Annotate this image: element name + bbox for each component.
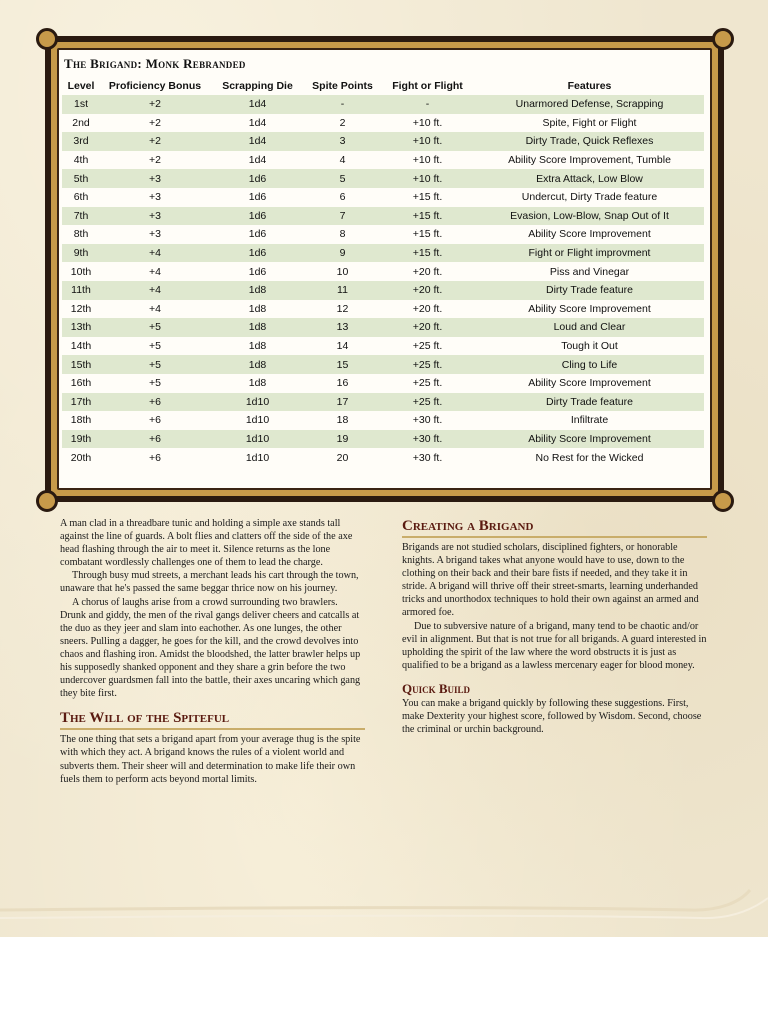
cell-scrapping-die: 1d8: [248, 302, 267, 315]
cell-features: Spite, Fight or Flight: [542, 116, 637, 129]
cell-fight-or-flight: +10 ft.: [380, 169, 475, 188]
cell-spite-points: 18: [336, 414, 349, 427]
cell-scrapping-die: 1d8: [248, 377, 267, 390]
cell-level: 4th: [73, 154, 89, 167]
table-row: [62, 448, 704, 467]
cell-level: 17th: [62, 393, 100, 412]
cell-features: Cling to Life: [475, 355, 704, 374]
cell-features: Fight or Flight improvment: [475, 244, 704, 263]
table-row: [62, 300, 704, 319]
cell-features: Piss and Vinegar: [549, 265, 630, 278]
frame-corner-ornament: [712, 490, 734, 512]
cell-spite-points: 9: [305, 244, 380, 263]
cell-level: 2nd: [72, 116, 90, 129]
frame-corner-ornament: [36, 28, 58, 50]
cell-spite-points: 7: [305, 207, 380, 226]
cell-features: Ability Score Improvement: [528, 302, 651, 315]
cell-level: 10th: [70, 265, 92, 278]
section-heading-creating-a-brigand: Creating a Brigand: [402, 517, 707, 538]
section-paragraph: Brigands are not studied scholars, disciplined fighters, or honorable knights. A brigand takes what anyone would have to use, down to the clothing on their back and their bare fists if needed, and they take it in stride. A brigand will thrive off their street-smarts, learning underhanded tricks and unorthodox techniques to hold their own against an armed and armored foe.: [402, 542, 699, 619]
cell-level: 6th: [73, 191, 89, 204]
cell-level: 15th: [62, 355, 100, 374]
cell-features: Extra Attack, Low Blow: [475, 169, 704, 188]
table-row: [62, 411, 704, 430]
cell-scrapping-die: 1d4: [248, 116, 267, 129]
table-row: [62, 337, 704, 356]
cell-fight-or-flight: -: [380, 95, 475, 114]
cell-spite-points: 6: [339, 191, 346, 204]
table-row: [62, 262, 704, 281]
cell-level: 3rd: [62, 132, 100, 151]
cell-fight-or-flight: +15 ft.: [380, 207, 475, 226]
cell-proficiency-bonus: +2: [149, 154, 161, 167]
cell-scrapping-die: 1d10: [210, 393, 305, 412]
cell-level: 20th: [70, 451, 92, 464]
header-fight-or-flight: Fight or Flight: [392, 79, 463, 92]
cell-proficiency-bonus: +3: [100, 169, 210, 188]
cell-scrapping-die: 1d6: [210, 207, 305, 226]
cell-level: 9th: [62, 244, 100, 263]
cell-features: Tough it Out: [561, 340, 618, 353]
frame-corner-ornament: [36, 490, 58, 512]
cell-proficiency-bonus: +5: [100, 318, 210, 337]
cell-fight-or-flight: +10 ft.: [412, 116, 443, 129]
cell-scrapping-die: 1d4: [210, 132, 305, 151]
table-row: [62, 132, 704, 151]
cell-scrapping-die: 1d6: [248, 191, 267, 204]
cell-spite-points: 19: [305, 430, 380, 449]
table-row: [62, 374, 704, 393]
cell-spite-points: 10: [336, 265, 349, 278]
cell-scrapping-die: 1d6: [248, 228, 267, 241]
section-paragraph: The one thing that sets a brigand apart from your average thug is the spite with which they act. A brigand knows the rules of a violent world and subverts them. Their sheer will and determination to make life their own fuels them to perform acts beyond mortal limits.: [60, 734, 361, 785]
section-heading-will-of-the-spiteful: The Will of the Spiteful: [60, 709, 365, 730]
table-row: [62, 281, 704, 300]
cell-spite-points: 13: [305, 318, 380, 337]
cell-spite-points: 4: [339, 154, 346, 167]
cell-scrapping-die: 1d4: [248, 154, 267, 167]
cell-fight-or-flight: +25 ft.: [380, 393, 475, 412]
cell-spite-points: 20: [336, 451, 349, 464]
cell-proficiency-bonus: +3: [149, 228, 161, 241]
section-heading-quick-build: Quick Build: [402, 680, 471, 696]
cell-level: 1st: [62, 95, 100, 114]
table-title: The Brigand: Monk Rebranded: [64, 56, 246, 71]
section-paragraph: Due to subversive nature of a brigand, many tend to be chaotic and/or evil in alignment. But that is not true for all brigands. A guard interested in upholding the spirit of the law where the word obstructs it is just as qualified to be a brigand as a lawless mercenary eager for blood money.: [402, 620, 707, 671]
cell-proficiency-bonus: +5: [149, 340, 161, 353]
cell-features: Unarmored Defense, Scrapping: [475, 95, 704, 114]
frame-corner-ornament: [712, 28, 734, 50]
table-row: [62, 169, 704, 188]
cell-fight-or-flight: +30 ft.: [380, 430, 475, 449]
cell-proficiency-bonus: +2: [100, 95, 210, 114]
cell-proficiency-bonus: +4: [149, 265, 161, 278]
cell-features: Ability Score Improvement: [475, 430, 704, 449]
cell-fight-or-flight: +20 ft.: [412, 265, 443, 278]
cell-fight-or-flight: +25 ft.: [412, 377, 443, 390]
cell-scrapping-die: 1d6: [248, 265, 267, 278]
intro-paragraph: A man clad in a threadbare tunic and holding a simple axe stands tall against the line of guards. A bolt flies and clatters off the side of the axe head flashing through the air to meet it. Silence returns as the lone combatant wordlessly challenges one of them to lead the charge.: [60, 518, 353, 569]
class-progression-table: [62, 76, 704, 467]
cell-level: 16th: [70, 377, 92, 390]
cell-scrapping-die: 1d6: [210, 244, 305, 263]
header-scrapping-die: Scrapping Die: [222, 79, 293, 92]
cell-spite-points: 16: [336, 377, 349, 390]
cell-proficiency-bonus: +6: [149, 451, 161, 464]
cell-spite-points: 11: [305, 281, 380, 300]
cell-proficiency-bonus: +4: [100, 244, 210, 263]
cell-fight-or-flight: +20 ft.: [412, 302, 443, 315]
table-row: [62, 430, 704, 449]
cell-spite-points: 14: [336, 340, 349, 353]
table-row: [62, 355, 704, 374]
cell-proficiency-bonus: +2: [100, 132, 210, 151]
cell-scrapping-die: 1d10: [245, 451, 270, 464]
cell-scrapping-die: 1d10: [210, 430, 305, 449]
table-row: [62, 114, 704, 133]
cell-fight-or-flight: +20 ft.: [380, 318, 475, 337]
cell-scrapping-die: 1d10: [245, 414, 270, 427]
cell-proficiency-bonus: +6: [100, 393, 210, 412]
left-text-column: [60, 517, 365, 786]
cell-proficiency-bonus: +3: [149, 191, 161, 204]
footer-ornament: [0, 880, 768, 937]
header-level: Level: [67, 79, 95, 92]
cell-proficiency-bonus: +5: [100, 355, 210, 374]
cell-fight-or-flight: +25 ft.: [412, 340, 443, 353]
cell-level: 12th: [70, 302, 92, 315]
cell-fight-or-flight: +25 ft.: [380, 355, 475, 374]
cell-level: 11th: [62, 281, 100, 300]
cell-level: 7th: [62, 207, 100, 226]
cell-fight-or-flight: +15 ft.: [412, 191, 443, 204]
cell-scrapping-die: 1d8: [210, 281, 305, 300]
cell-proficiency-bonus: +6: [100, 430, 210, 449]
cell-features: Dirty Trade, Quick Reflexes: [475, 132, 704, 151]
header-features: Features: [567, 79, 612, 92]
cell-level: 5th: [62, 169, 100, 188]
header-spite-points: Spite Points: [312, 79, 373, 92]
section-paragraph: You can make a brigand quickly by following these suggestions. First, make Dexterity your highest score, followed by Wisdom. Second, choose the criminal or urchin background.: [402, 697, 702, 736]
cell-fight-or-flight: +10 ft.: [412, 154, 443, 167]
table-row: [62, 151, 704, 170]
cell-spite-points: 5: [305, 169, 380, 188]
cell-fight-or-flight: +10 ft.: [380, 132, 475, 151]
cell-fight-or-flight: +30 ft.: [412, 451, 443, 464]
table-row: [62, 95, 704, 114]
table-row: [62, 225, 704, 244]
cell-proficiency-bonus: +6: [149, 414, 161, 427]
table-row: [62, 318, 704, 337]
intro-paragraph: Through busy mud streets, a merchant leads his cart through the town, unaware that he's passed the same beggar thrice now on his journey.: [60, 570, 359, 595]
cell-proficiency-bonus: +5: [149, 377, 161, 390]
cell-fight-or-flight: +15 ft.: [412, 228, 443, 241]
cell-level: 14th: [70, 340, 92, 353]
cell-scrapping-die: 1d8: [210, 318, 305, 337]
cell-spite-points: 3: [305, 132, 380, 151]
cell-scrapping-die: 1d8: [210, 355, 305, 374]
cell-features: Evasion, Low-Blow, Snap Out of It: [475, 207, 704, 226]
table-row: [62, 207, 704, 226]
cell-fight-or-flight: +20 ft.: [380, 281, 475, 300]
table-row: [62, 393, 704, 412]
cell-features: Dirty Trade feature: [475, 281, 704, 300]
cell-scrapping-die: 1d6: [210, 169, 305, 188]
cell-spite-points: 2: [339, 116, 346, 129]
cell-proficiency-bonus: +2: [149, 116, 161, 129]
cell-spite-points: 12: [336, 302, 349, 315]
cell-features: Ability Score Improvement, Tumble: [508, 154, 671, 167]
cell-spite-points: 15: [305, 355, 380, 374]
cell-fight-or-flight: +15 ft.: [380, 244, 475, 263]
table-row: [62, 244, 704, 263]
header-proficiency-bonus: Proficiency Bonus: [108, 79, 202, 92]
cell-fight-or-flight: +30 ft.: [412, 414, 443, 427]
table-body: [62, 95, 704, 467]
cell-level: 19th: [62, 430, 100, 449]
cell-features: Ability Score Improvement: [528, 228, 651, 241]
cell-proficiency-bonus: +3: [100, 207, 210, 226]
cell-features: Dirty Trade feature: [475, 393, 704, 412]
cell-features: Undercut, Dirty Trade feature: [521, 191, 658, 204]
cell-spite-points: 17: [305, 393, 380, 412]
cell-features: Infiltrate: [570, 414, 609, 427]
table-header-row: [62, 76, 704, 95]
cell-proficiency-bonus: +4: [100, 281, 210, 300]
cell-level: 18th: [70, 414, 92, 427]
cell-spite-points: 8: [339, 228, 346, 241]
table-row: [62, 188, 704, 207]
cell-features: No Rest for the Wicked: [535, 451, 644, 464]
intro-paragraph: A chorus of laughs arise from a crowd surrounding two brawlers. Drunk and giddy, the men of the rival gangs deliver cheers and catcalls at the duo as they jeer and slam into eachother. As one lunges, the other sneers. Pulling a dagger, he goes for the kill, and the crowd devolves into chaos and flashing iron. Amidst the bloodshed, the latter brawler helps up his supposedly shanked opponent and they share a grin before the two undercover guardsmen fall into the battle, their axes uncaring which gang they bite first.: [60, 596, 361, 700]
cell-features: Ability Score Improvement: [528, 377, 651, 390]
cell-level: 8th: [73, 228, 89, 241]
cell-spite-points: -: [305, 95, 380, 114]
cell-level: 13th: [62, 318, 100, 337]
cell-proficiency-bonus: +4: [149, 302, 161, 315]
cell-features: Loud and Clear: [475, 318, 704, 337]
cell-scrapping-die: 1d8: [248, 340, 267, 353]
cell-scrapping-die: 1d4: [210, 95, 305, 114]
right-text-column: [402, 517, 707, 736]
